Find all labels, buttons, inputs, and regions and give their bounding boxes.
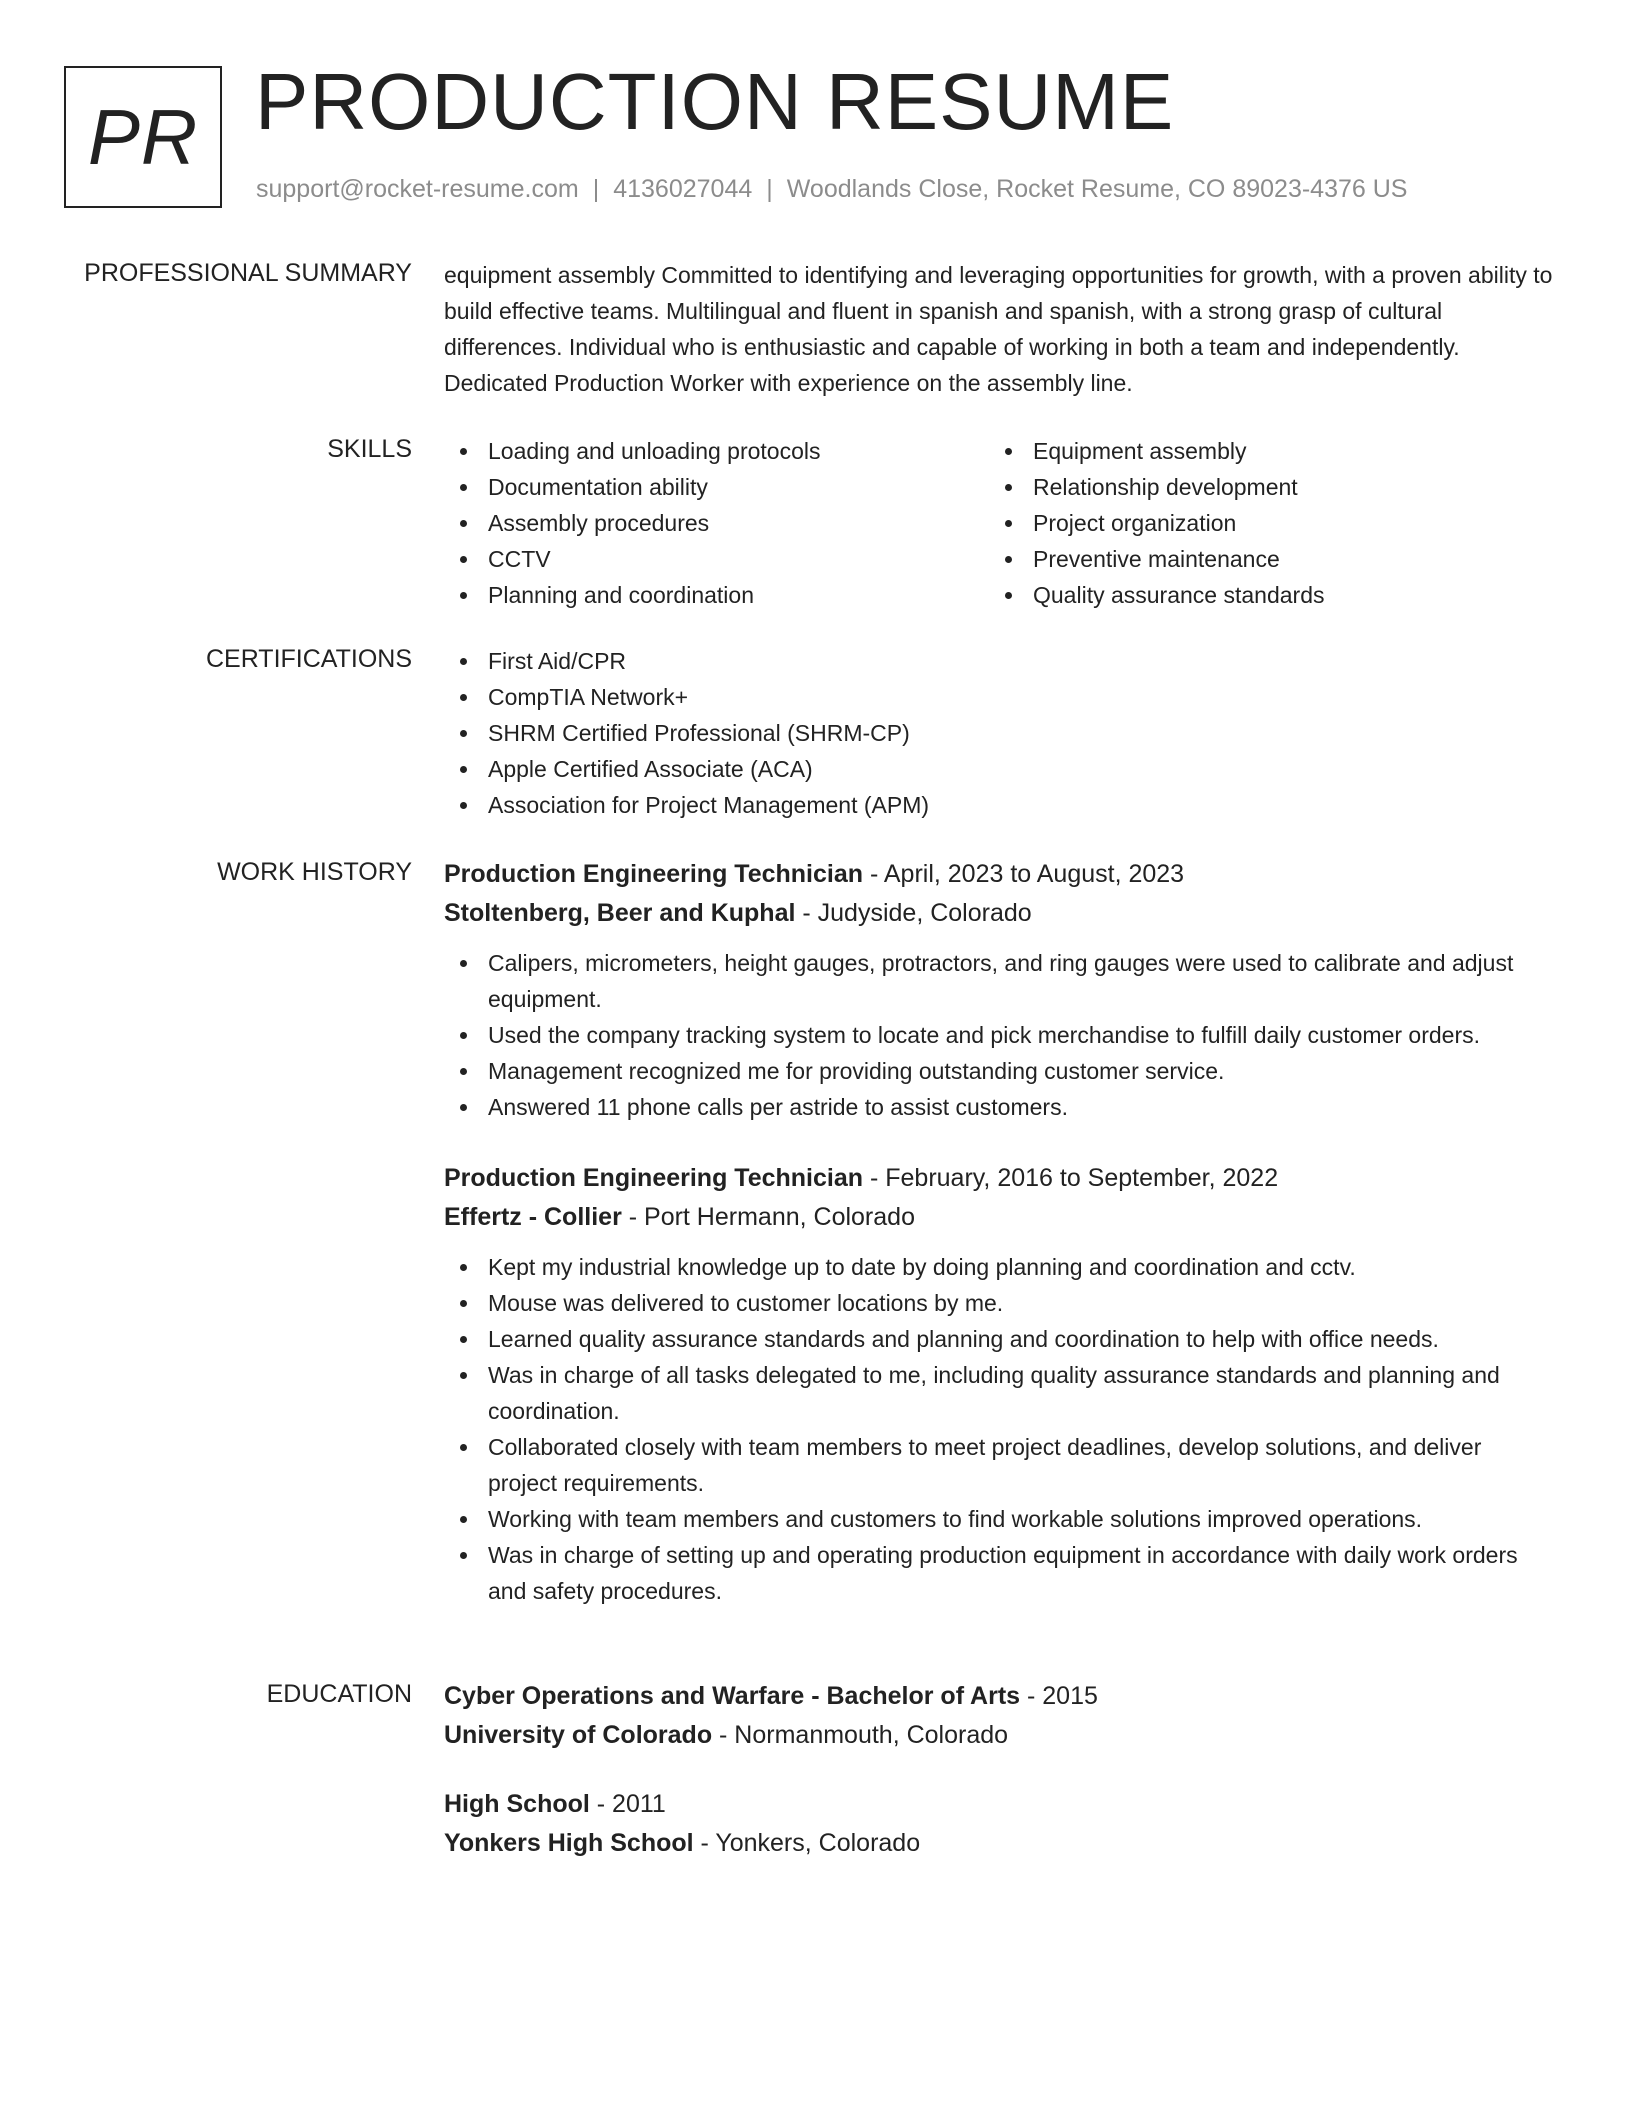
job-duty: Kept my industrial knowledge up to date by doing planning and coordination and cctv. (444, 1249, 1556, 1285)
job-duty: Working with team members and customers to find workable solutions improved operations. (444, 1501, 1556, 1537)
contact-line (256, 174, 1407, 204)
summary-heading: PROFESSIONAL SUMMARY (84, 259, 412, 287)
skill-item: Quality assurance standards (989, 577, 1534, 613)
skill-item: Documentation ability (444, 469, 989, 505)
job-duty: Learned quality assurance standards and planning and coordination to help with office needs. (444, 1321, 1556, 1357)
skill-item: Preventive maintenance (989, 541, 1534, 577)
education-degree: High School (444, 1790, 590, 1818)
education-school: University of Colorado (444, 1721, 713, 1749)
job-duty: Used the company tracking system to locate and pick merchandise to fulfill daily customer orders. (444, 1017, 1556, 1053)
job-duty: Answered 11 phone calls per astride to assist customers. (444, 1089, 1556, 1125)
certifications-heading: CERTIFICATIONS (205, 645, 412, 673)
education-heading: EDUCATION (266, 1680, 412, 1708)
contact-address: Woodlands Close, Rocket Resume, CO 89023-4376 US (786, 175, 1408, 203)
education-entry (444, 1785, 1556, 1863)
job-duty: Calipers, micrometers, height gauges, protractors, and ring gauges were used to calibrate and adjust equipment. (444, 945, 1556, 1017)
certifications-list (444, 643, 1556, 823)
certification-item: Apple Certified Associate (ACA) (444, 751, 1556, 787)
certification-item: Association for Project Management (APM) (444, 787, 1556, 823)
resume-title: PRODUCTION RESUME (255, 57, 1175, 146)
job-title-line (444, 1159, 1556, 1198)
skill-item: Relationship development (989, 469, 1534, 505)
contact-separator: | (592, 175, 600, 203)
education-year: - 2011 (589, 1790, 666, 1818)
contact-separator: | (766, 175, 773, 203)
certification-item: SHRM Certified Professional (SHRM-CP) (444, 715, 1556, 751)
skills-grid (444, 433, 1556, 613)
education-school-line (444, 1716, 1556, 1755)
education-degree: Cyber Operations and Warfare - Bachelor of Arts (444, 1682, 1021, 1710)
job-duty: Collaborated closely with team members to meet project deadlines, develop solutions, and deliver project requirements. (444, 1429, 1556, 1501)
education-entry (444, 1677, 1556, 1755)
education-location: - Yonkers, Colorado (693, 1829, 921, 1857)
job-dates: - April, 2023 to August, 2023 (863, 860, 1185, 888)
education-school: Yonkers High School (444, 1829, 694, 1857)
skills-list-left (444, 433, 989, 613)
job-title: Production Engineering Technician (444, 1164, 864, 1192)
job-company-line (444, 1198, 1556, 1237)
certification-item: First Aid/CPR (444, 643, 1556, 679)
education-school-line (444, 1824, 1556, 1863)
skill-item: Loading and unloading protocols (444, 433, 989, 469)
job-location: - Port Hermann, Colorado (621, 1203, 915, 1231)
skill-item: Planning and coordination (444, 577, 989, 613)
skill-item: CCTV (444, 541, 989, 577)
skill-item: Equipment assembly (989, 433, 1534, 469)
monogram-box (64, 66, 222, 208)
job-title-line (444, 855, 1556, 894)
job-dates: - February, 2016 to September, 2022 (863, 1164, 1279, 1192)
work-history-heading: WORK HISTORY (217, 858, 412, 886)
education-degree-line (444, 1677, 1556, 1716)
contact-email[interactable]: support@rocket-resume.com (256, 175, 579, 203)
job-duty: Was in charge of setting up and operating production equipment in accordance with daily work orders and safety procedures. (444, 1537, 1556, 1609)
monogram-initials: PR (87, 93, 199, 181)
skills-list-right (989, 433, 1534, 613)
job-duties-list (444, 1249, 1556, 1609)
job-duties-list (444, 945, 1556, 1125)
job-title: Production Engineering Technician (444, 860, 864, 888)
job-duty: Was in charge of all tasks delegated to me, including quality assurance standards and planning and coordination. (444, 1357, 1556, 1429)
job-entry (444, 855, 1556, 1125)
education-year: - 2015 (1020, 1682, 1098, 1710)
job-company: Stoltenberg, Beer and Kuphal (444, 899, 796, 927)
job-company: Effertz - Collier (444, 1203, 622, 1231)
skill-item: Assembly procedures (444, 505, 989, 541)
job-entry (444, 1159, 1556, 1609)
job-location: - Judyside, Colorado (795, 899, 1032, 927)
education-location: - Normanmouth, Colorado (712, 1721, 1009, 1749)
education-degree-line (444, 1785, 1556, 1824)
skills-heading: SKILLS (327, 435, 412, 463)
summary-text: equipment assembly Committed to identifying and leveraging opportunities for growth, with a proven ability to build effective teams. Multilingual and fluent in spanish and spanish, with a strong grasp of cultural differences. Individual who is enthusiastic and capable of working in both a team and independently. Dedicated Production Worker with experience on the assembly line. (444, 262, 1553, 396)
skill-item: Project organization (989, 505, 1534, 541)
job-company-line (444, 894, 1556, 933)
contact-phone[interactable]: 4136027044 (613, 175, 753, 203)
job-duty: Mouse was delivered to customer locations by me. (444, 1285, 1556, 1321)
certification-item: CompTIA Network+ (444, 679, 1556, 715)
job-duty: Management recognized me for providing outstanding customer service. (444, 1053, 1556, 1089)
